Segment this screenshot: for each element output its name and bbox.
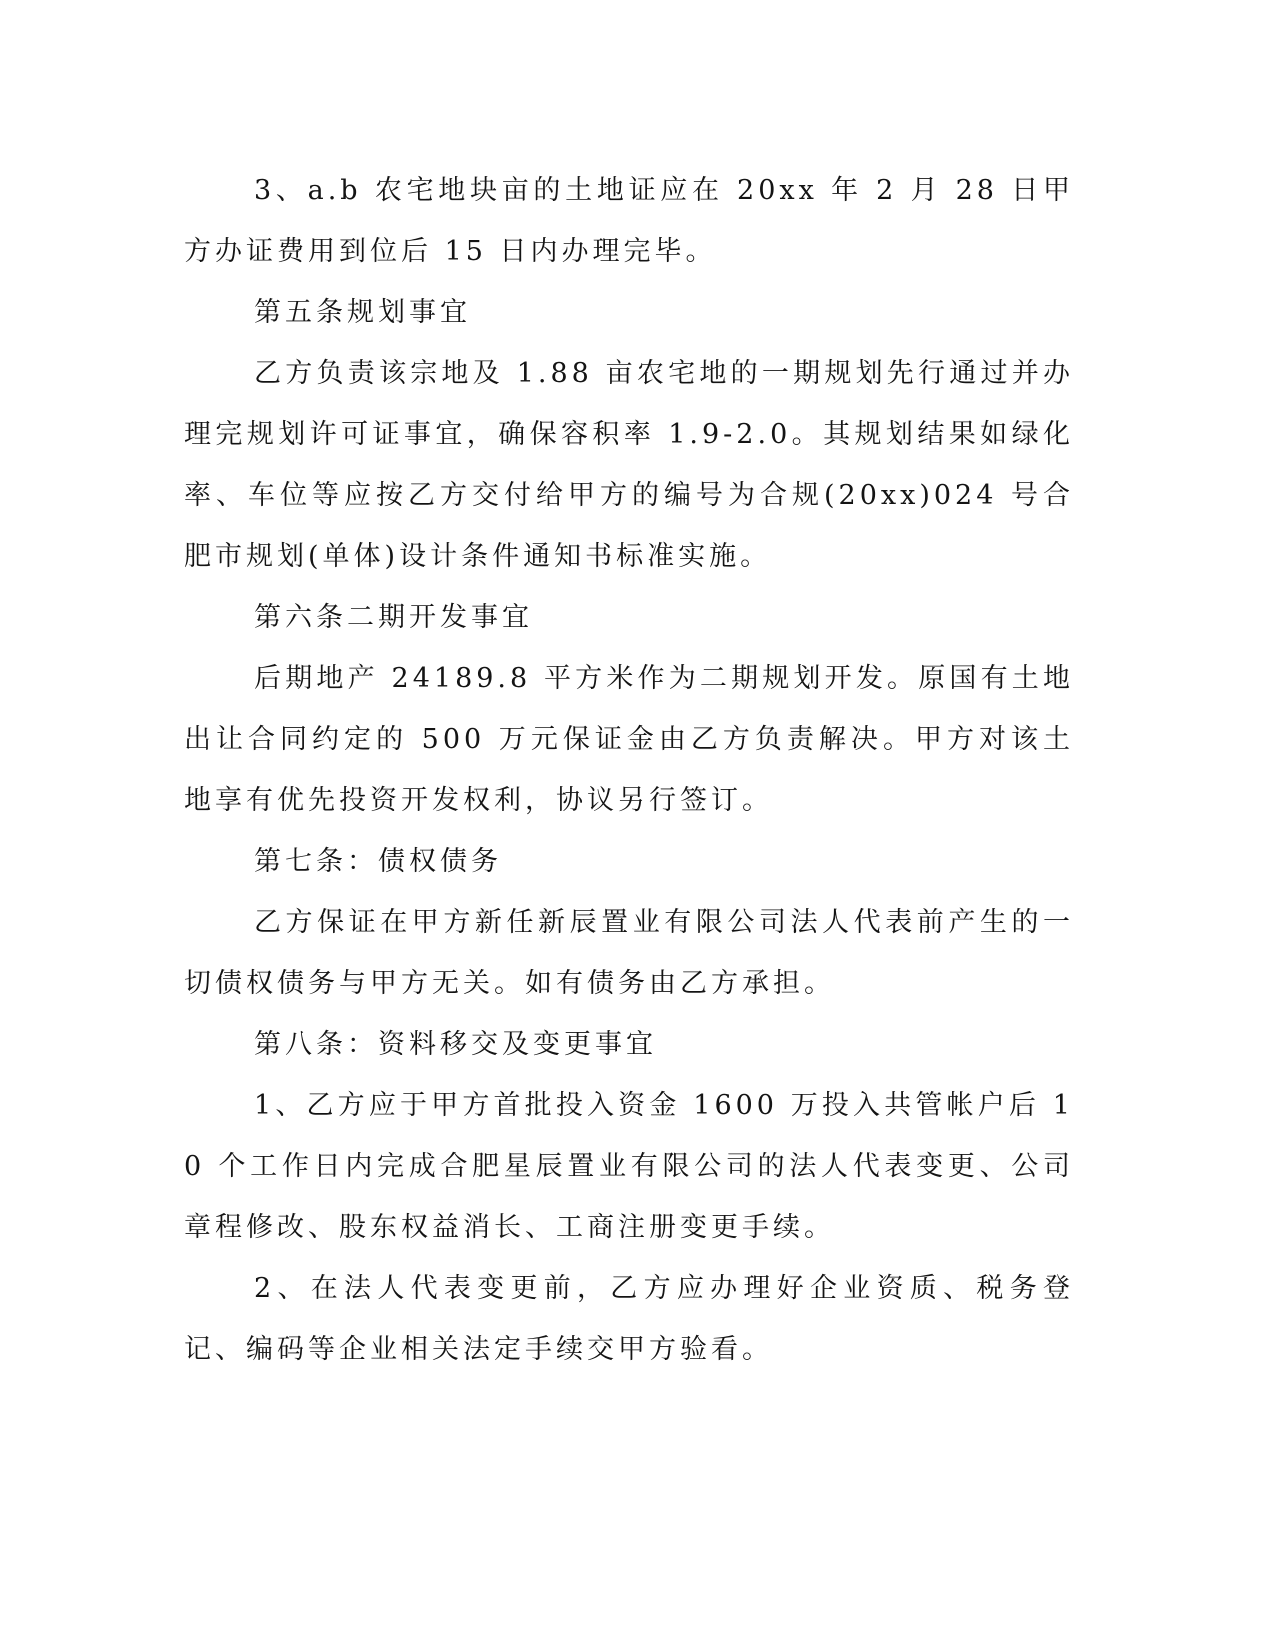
paragraph-land-certificate: 3、a.b 农宅地块亩的土地证应在 20xx 年 2 月 28 日甲方办证费用到位后 15 日内办理完毕。 (184, 175, 1074, 267)
heading-article-6: 第六条二期开发事宜 (254, 602, 533, 633)
heading-article-7: 第七条：债权债务 (254, 846, 502, 877)
paragraph-phase-two: 后期地产 24189.8 平方米作为二期规划开发。原国有土地出让合同约定的 500 万元保证金由乙方负责解决。甲方对该土地享有优先投资开发权利，协议另行签订。 (184, 663, 1074, 816)
heading-article-5: 第五条规划事宜 (254, 297, 471, 328)
document-body (184, 160, 1074, 1380)
paragraph-debts: 乙方保证在甲方新任新辰置业有限公司法人代表前产生的一切债权债务与甲方无关。如有债务由乙方承担。 (184, 907, 1074, 999)
paragraph-transfer-2: 2、在法人代表变更前，乙方应办理好企业资质、税务登记、编码等企业相关法定手续交甲方验看。 (184, 1273, 1074, 1365)
paragraph-transfer-1: 1、乙方应于甲方首批投入资金 1600 万投入共管帐户后 10 个工作日内完成合肥星辰置业有限公司的法人代表变更、公司章程修改、股东权益消长、工商注册变更手续。 (184, 1090, 1074, 1243)
heading-article-8: 第八条：资料移交及变更事宜 (254, 1029, 657, 1060)
paragraph-planning: 乙方负责该宗地及 1.88 亩农宅地的一期规划先行通过并办理完规划许可证事宜，确保容积率 1.9-2.0。其规划结果如绿化率、车位等应按乙方交付给甲方的编号为合规(20xx)024 号合肥市规划(单体)设计条件通知书标准实施。 (184, 358, 1074, 572)
